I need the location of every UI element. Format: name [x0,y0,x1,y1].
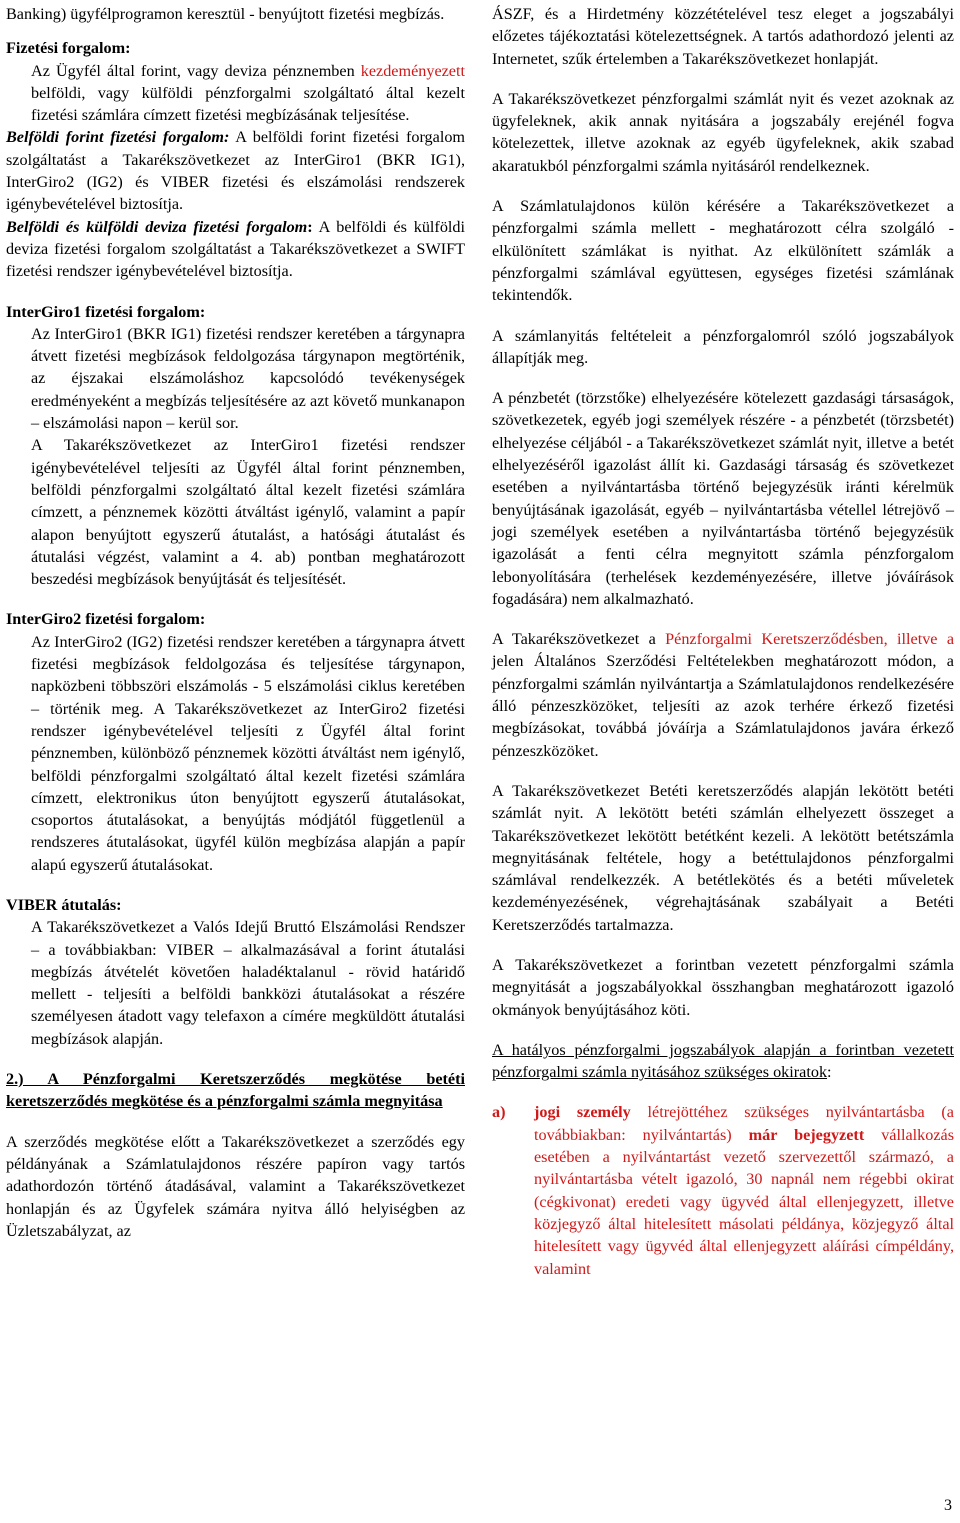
label-belfoldi-forint: Belföldi forint fizetési forgalom: [6,128,230,147]
list-item-a [492,1101,954,1279]
list-label-a: a) [492,1103,506,1122]
paragraph-section-2: A szerződés megkötése előtt a Takarékszövetkezet a szerződés egy példányának a Számlatulajdonos részére papíron vagy tartós adathordozón történő átadásával, valamint a Takarékszövetkezet honlapján és az Ügyfelek számára nyitva álló helyiségben az Üzletszabályzat, az [6,1132,465,1240]
paragraph-intergiro1-2: A Takarékszövetkezet az InterGiro1 fizetési rendszer igénybevételével teljesíti az Ügyfél által forint pénznemben, belföldi pénzforgalmi szolgáltató által kezelt fizetési számlára címzett, a pénznemek közötti átváltást igénylő, valamint a papír alapon benyújtott egyszerű átutalást, a hatósági átutalást és átutalási végzést, valamint a 4. ab) pontban meghatározott beszedési megbízások benyújtását és teljesítését. [31,436,465,589]
list-item-a-text: jogi személy létrejöttéhez szükséges nyilvántartásba (a továbbiakban: nyilvántartás) már bejegyzett vállalkozás esetében a nyilvántartást vezető szervezettől származó, a nyilvántartásba vételt igazoló, 30 napnál nem régebbi okirat (cégkivonat) eredeti vagy ügyvéd által ellenjegyzett, illetve közjegyző által hitelesített másolati példánya, közjegyző által hitelesített vagy ügyvéd által ellenjegyzett aláírási címpéldány, valamint [534,1103,955,1278]
paragraph-intergiro1-1: Az InterGiro1 (BKR IG1) fizetési rendszer keretében a tárgynapra átvett fizetési megbízások feldolgozása tárgynapon megtörténik, az éjszakai elszámoláshoz kapcsolódó tevékenységek eredményeként a megbízás teljesítésére az azt követő munkanapon – elszámolási napon – kerül sor. [31,324,465,433]
paragraph-right-7: A Takarékszövetkezet Betéti keretszerződés alapján lekötött betéti számlát nyit. A lekötött betéti számlán elhelyezett összeget a Takarékszövetkezet lekötött betétként kezeli. A lekötött betétszámla megnyitásának feltétele, hogy a betéttulajdonos pénzforgalmi számlával rendelkezzék. A betétlekötés és a betéti műveletek kezdeményezésének, végrehajtásának szabályait a Betéti Keretszerződés tartalmazza. [492,781,954,934]
paragraph-belfoldi-forint: Belföldi forint fizetési forgalom: A belföldi forint fizetési forgalom szolgáltatást a Takarékszövetkezet az InterGiro1 (BKR IG1), InterGiro2 (IG2) és VIBER fizetési és elszámolási rendszerek igénybevételével biztosítja. [6,128,466,214]
paragraph-right-5: A pénzbetét (törzstőke) elhelyezésére kötelezett gazdasági társaságok, szövetkezetek, egyéb jogi személyek részére - a pénzbetét (törzsbetét) elhelyezése céljából - a Takarékszövetkezet számlát nyit, illetve a betét elhelyezéséről igazolást állít ki. Gazdasági társaság és szövetkezet esetében a nyilvántartásba történő bejegyzésük iránti kérelmük benyújtásának igazolását, egyéb – nyilvántartásba vétellel létrejövő – jogi személyek esetében a nyilvántartásba történő bejegyzésük igazolását a fenti célra megnyitott számla pénzforgalom lebonyolítására (terhelések kezdeményezésére, illetve jóváírások fogadására) nem alkalmazható. [492,389,954,608]
paragraph-belfoldi-kulfoldi-deviza: Belföldi és külföldi deviza fizetési forgalom: A belföldi és külföldi deviza fizetési forgalom szolgáltatást a Takarékszövetkezet a SWIFT fizetési rendszer igénybevételével biztosítja. [6,217,466,281]
label-belfoldi-kulfoldi-deviza: Belföldi és külföldi deviza fizetési forgalom [6,217,308,236]
paragraph-right-1: ÁSZF, és a Hirdetmény közzétételével tesz eleget a jogszabályi előzetes tájékoztatási kötelezettségnek. A tartós adathordozó jelenti az Internetet, szűk értelemben a Takarékszövetkezet honlapját. [492,5,954,68]
paragraph-right-3: A Számlatulajdonos külön kérésére a Takarékszövetkezet a pénzforgalmi számla mellett - meghatározott célra szolgáló - elkülönített számlákat is nyithat. Az elkülönített számlák a pénzforgalmi számlával együttesen, egységes fizetési számlának tekintendők. [492,197,954,305]
paragraph-right-2: A Takarékszövetkezet pénzforgalmi számlát nyit és vezet azoknak az ügyfeleknek, akik annak nyitására a jogszabály erejénél fogva kötelezettek, illetve azoknak az egyéb ügyfeleknek, akik szabad akaratukból pénzforgalmi számla nyitásáról rendelkeznek. [492,89,954,175]
paragraph-right-8: A Takarékszövetkezet a forintban vezetett pénzforgalmi számla megnyitását a jogszabályokkal összhangban meghatározott igazoló okmányok benyújtásához köti. [492,955,954,1019]
highlight-kezdemenyezett: kezdeményezett [360,61,465,80]
paragraph-viber: A Takarékszövetkezet a Valós Idejű Bruttó Elszámolási Rendszer – a továbbiakban: VIBER – alkalmazásával a forint átutalási megbízás átvételét követően haladéktalanul - rövid határidő mellett - teljesíti a belföldi bankközi átutalásokat a részére személyesen átadott vagy telefaxon a címére megküldött átutalási megbízások alapján. [31,918,465,1048]
heading-fizetesi-forgalom: Fizetési forgalom: [6,39,131,58]
heading-section-2: 2.) A Pénzforgalmi Keretszerződés megkötése betéti keretszerződés megkötése és a pénzforgalmi számla megnyitása [6,1070,465,1111]
highlight-penzforgalmi-keretszerzodes: Pénzforgalmi Keretszerződésben, illetve a [665,630,954,649]
heading-intergiro1: InterGiro1 fizetési forgalom: [6,302,206,321]
intro-paragraph: Banking) ügyfélprogramon keresztül - benyújtott fizetési megbízás. [6,5,445,23]
left-column [6,3,465,1242]
paragraph-right-4: A számlanyitás feltételeit a pénzforgalomról szóló jogszabályok állapítják meg. [492,326,954,367]
paragraph-right-9: A hatályos pénzforgalmi jogszabályok alapján a forintban vezetett pénzforgalmi számla nyitásához szükséges okiratok: [492,1040,954,1082]
page-number: 3 [944,1496,952,1514]
paragraph-intergiro2: Az InterGiro2 (IG2) fizetési rendszer keretében a tárgynapra átvett fizetési megbízások feldolgozása és teljesítése tárgynapon, napközbeni többszöri elszámolás - 5 elszámolási ciklus keretében – történik meg. A Takarékszövetkezet az InterGiro2 fizetési rendszer igénybevételével teljesíti z Ügyfél által forint pénznemben, különböző pénznemek közötti átváltást nem igénylő, belföldi pénzforgalmi szolgáltató által kezelt fizetési számlára címzett, elektronikus úton benyújtott egyszerű átutalásokat, csoportos átutalásokat, a benyújtás módjától függetlenül a rendszeres átutalásokat, ügyfél külön megbízása alapján a papír alapú egyszerű átutalásokat. [31,632,465,874]
heading-intergiro2: InterGiro2 fizetési forgalom: [6,610,206,629]
paragraph-right-6: A Takarékszövetkezet a Pénzforgalmi Keretszerződésben, illetve a jelen Általános Szerződési Feltételekben meghatározott módon, a pénzforgalmi számlán nyilvántartja a Számlatulajdonos rendelkezésére álló pénzeszközöket, teljesíti az azok terhére érkező fizetési megbízásokat, továbbá jóváírja a Számlatulajdonos javára érkező pénzeszközöket. [492,630,954,760]
right-column [492,3,954,1280]
paragraph-fizetesi-forgalom: Az Ügyfél által forint, vagy deviza pénznemben kezdeményezett belföldi, vagy külföldi pénzforgalmi szolgáltató által kezelt fizetési számlára címzett fizetési megbízásának teljesítése. [31,61,465,125]
heading-viber: VIBER átutalás: [6,895,122,914]
